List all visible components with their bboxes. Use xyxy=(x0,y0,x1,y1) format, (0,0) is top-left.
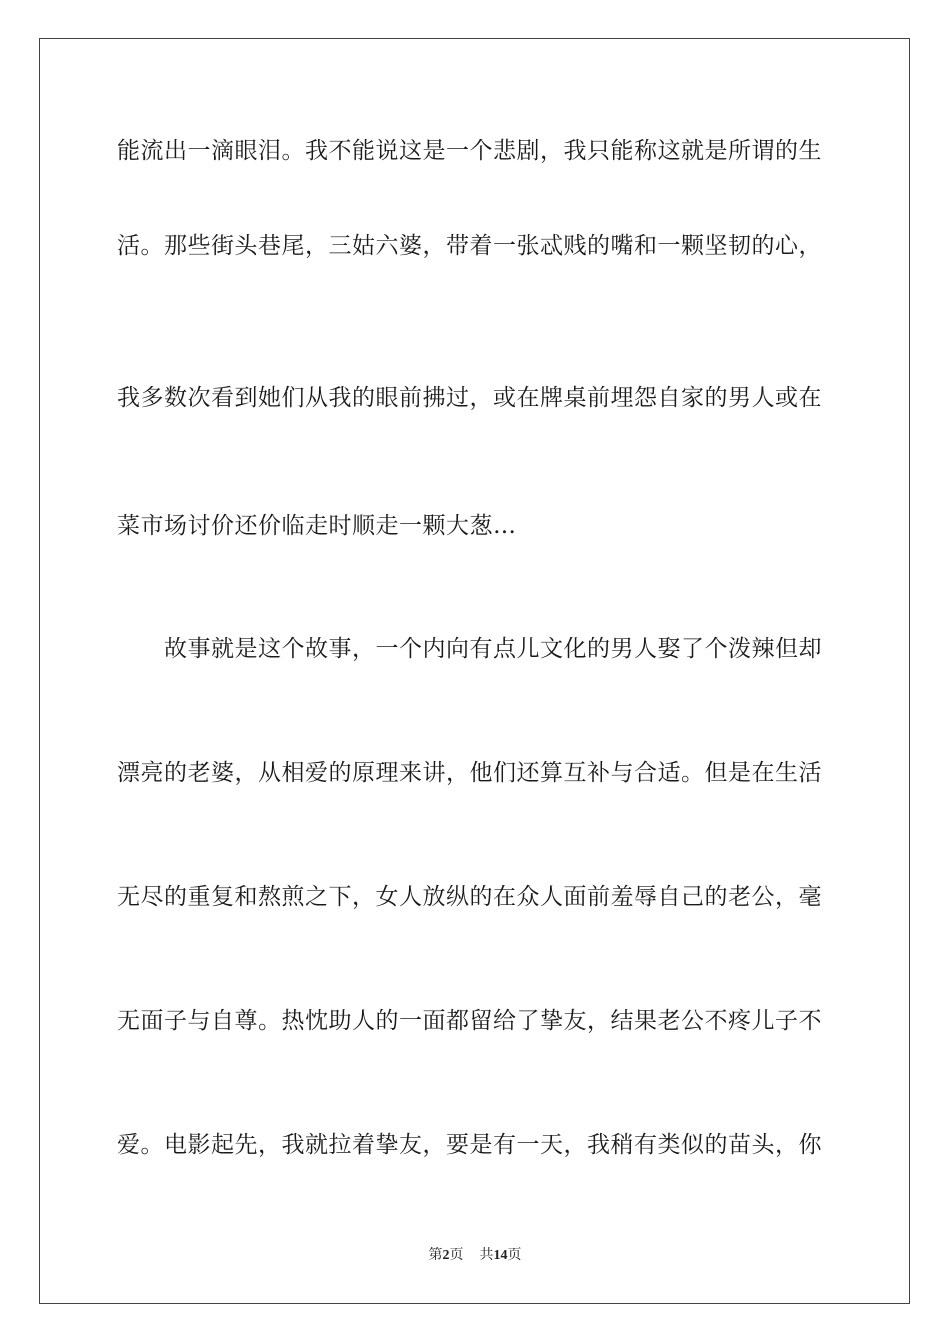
body-line-3: 我多数次看到她们从我的眼前拂过，或在牌桌前埋怨自家的男人或在 xyxy=(117,385,822,411)
total-label-prefix: 共 xyxy=(479,1248,494,1263)
page-footer xyxy=(0,1247,950,1265)
body-line-2: 活。那些街头巷尾，三姑六婆，带着一张忒贱的嘴和一颗坚韧的心， xyxy=(117,233,822,259)
total-label-suffix: 页 xyxy=(507,1248,522,1263)
body-line-6: 漂亮的老婆，从相爱的原理来讲，他们还算互补与合适。但是在生活 xyxy=(117,760,822,786)
body-line-7: 无尽的重复和熬煎之下，女人放纵的在众人面前羞辱自己的老公，毫 xyxy=(117,884,822,910)
page-label-suffix: 页 xyxy=(449,1248,464,1263)
body-line-9: 爱。电影起先，我就拉着挚友，要是有一天，我稍有类似的苗头，你 xyxy=(117,1132,822,1158)
body-line-5: 故事就是这个故事，一个内向有点儿文化的男人娶了个泼辣但却 xyxy=(117,636,822,662)
page-number: 2 xyxy=(442,1248,450,1263)
body-line-1: 能流出一滴眼泪。我不能说这是一个悲剧，我只能称这就是所谓的生 xyxy=(117,138,822,164)
body-line-8: 无面子与自尊。热忱助人的一面都留给了挚友，结果老公不疼儿子不 xyxy=(117,1008,822,1034)
body-line-4: 菜市场讨价还价临走时顺走一颗大葱… xyxy=(117,513,517,539)
page-label-prefix: 第 xyxy=(428,1248,443,1263)
page-border xyxy=(39,38,910,1304)
total-pages: 14 xyxy=(493,1248,508,1263)
